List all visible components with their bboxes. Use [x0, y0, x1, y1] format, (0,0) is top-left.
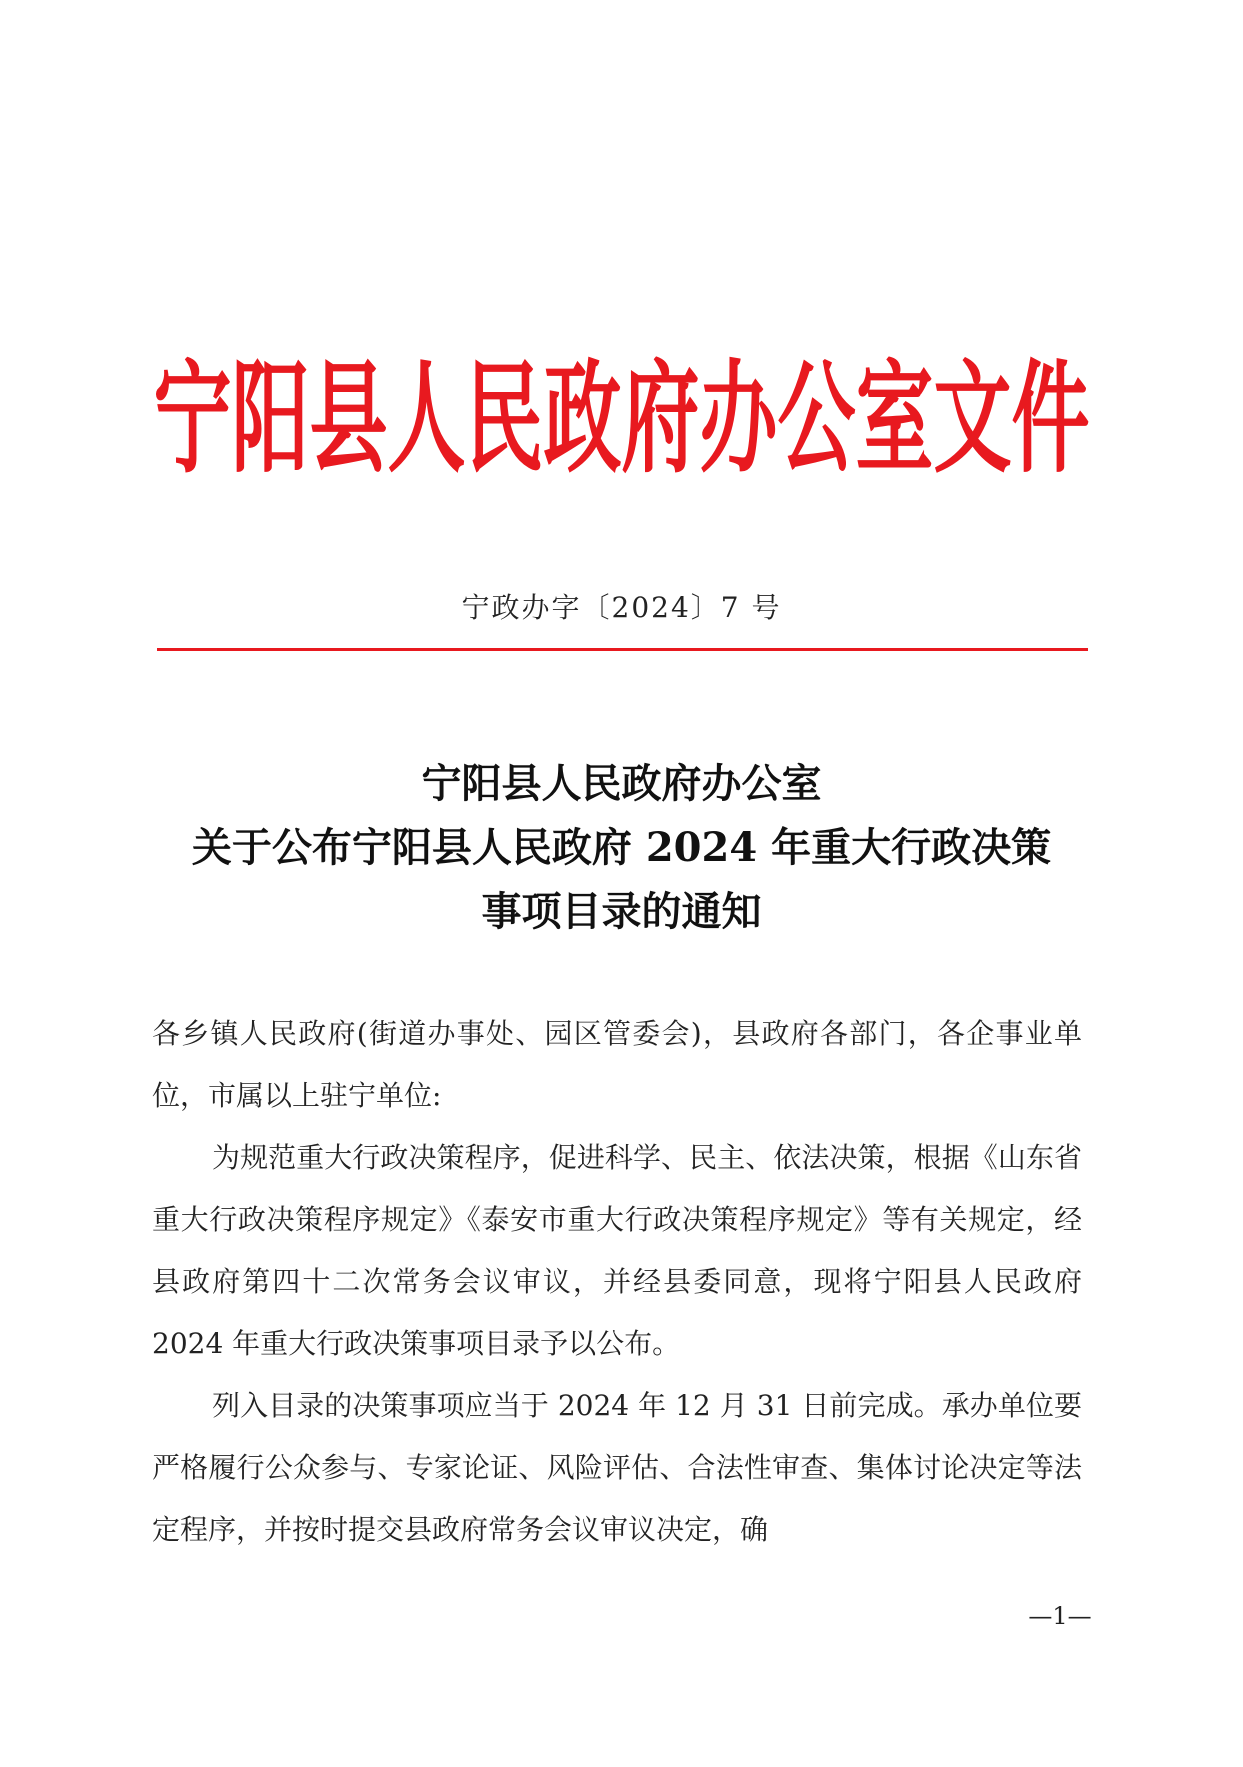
body-paragraph-1: 为规范重大行政决策程序，促进科学、民主、依法决策，根据《山东省重大行政决策程序规定》《泰安市重大行政决策程序规定》等有关规定，经县政府第四十二次常务会议审议，并经县委同意，现将宁阳县人民政府 2024 年重大行政决策事项目录予以公布。 [152, 1141, 1082, 1360]
red-divider-line [157, 648, 1088, 651]
document-body [152, 1003, 1082, 1561]
recipients-paragraph: 各乡镇人民政府(街道办事处、园区管委会)，县政府各部门，各企事业单位，市属以上驻宁单位: [152, 1017, 1082, 1112]
title-line-3: 事项目录的通知 [481, 888, 762, 935]
body-paragraph-2: 列入目录的决策事项应当于 2024 年 12 月 31 日前完成。承办单位要严格履行公众参与、专家论证、风险评估、合法性审查、集体讨论决定等法定程序，并按时提交县政府常务会议审议决定，确 [152, 1389, 1082, 1546]
document-masthead: 宁阳县人民政府办公室文件 [153, 350, 1090, 490]
title-line-2: 关于公布宁阳县人民政府 2024 年重大行政决策 [191, 824, 1052, 871]
title-line-1: 宁阳县人民政府办公室 [421, 760, 822, 807]
document-number: 宁政办字〔2024〕7 号 [461, 591, 782, 624]
document-title [110, 752, 1133, 944]
page-number: —1— [1028, 1602, 1092, 1630]
